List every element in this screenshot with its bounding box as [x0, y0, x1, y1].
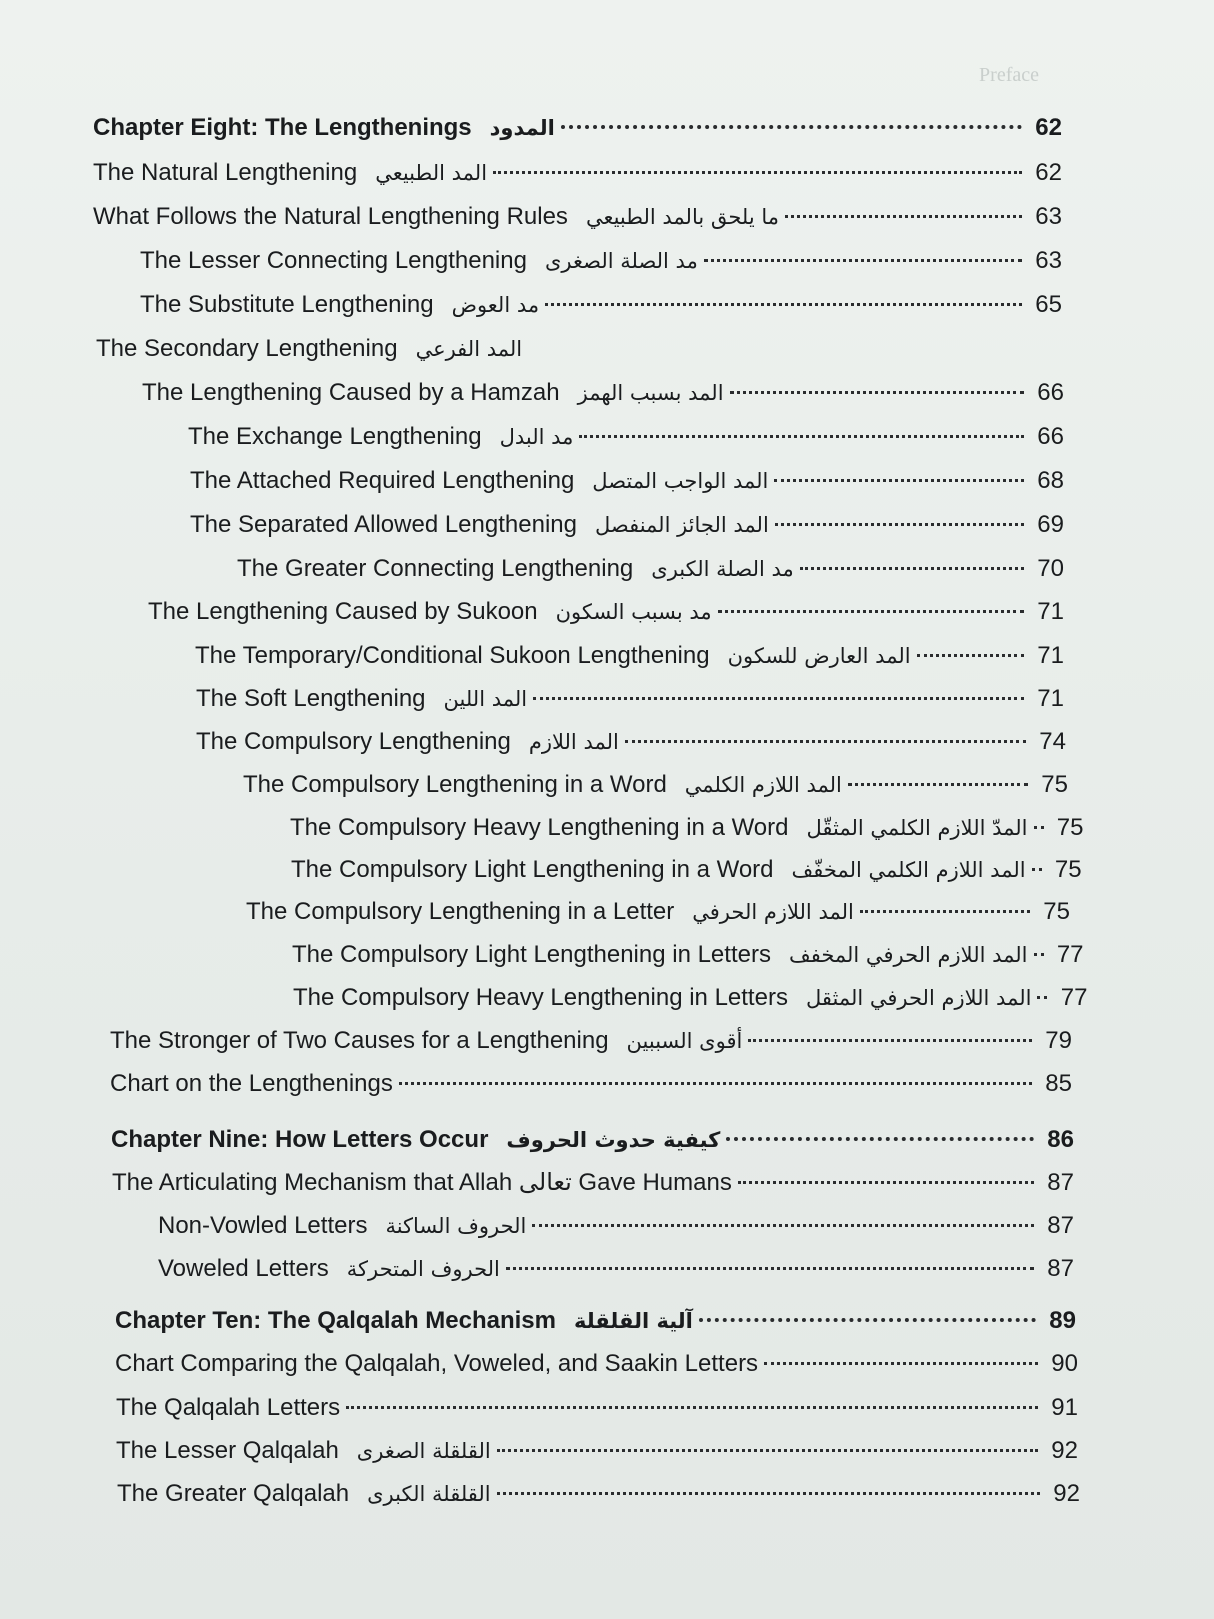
entry-title: The Compulsory Light Lengthening in Letters	[292, 941, 771, 968]
page-number: 85	[1045, 1070, 1072, 1097]
entry-title: Voweled Letters	[158, 1255, 329, 1282]
dot-leader	[533, 697, 1024, 700]
toc-chapter-entry	[93, 112, 1062, 144]
toc-entry	[96, 333, 560, 365]
entry-arabic-title: القلقلة الكبرى	[367, 1482, 491, 1506]
page-number: 62	[1035, 159, 1062, 186]
toc-entry	[140, 245, 1062, 277]
page-number: 71	[1037, 642, 1064, 669]
dot-leader	[579, 435, 1024, 438]
toc-chapter-entry	[111, 1124, 1074, 1156]
entry-title: The Stronger of Two Causes for a Lengthening	[110, 1027, 609, 1054]
toc-entry	[196, 726, 1066, 758]
entry-title: The Temporary/Conditional Sukoon Lengthening	[195, 642, 710, 669]
entry-arabic-title: مد الصلة الصغرى	[544, 249, 698, 273]
toc-entry	[116, 1435, 1078, 1467]
entry-arabic-title: المدود	[489, 116, 555, 140]
entry-arabic-title: المدّ اللازم الكلمي المثقّل	[806, 816, 1028, 840]
toc-entry	[158, 1253, 1074, 1285]
page-number: 71	[1037, 598, 1064, 625]
dot-leader	[730, 391, 1024, 394]
dot-leader	[785, 215, 1022, 218]
entry-arabic-title: القلقلة الصغرى	[356, 1439, 491, 1463]
page-number: 79	[1045, 1027, 1072, 1054]
toc-entry	[243, 769, 1068, 801]
entry-title: Chapter Nine: How Letters Occur	[111, 1126, 489, 1153]
page-number: 69	[1037, 511, 1064, 538]
dot-leader	[917, 654, 1024, 657]
dot-leader	[506, 1267, 1034, 1270]
entry-title: The Separated Allowed Lengthening	[190, 511, 577, 538]
entry-arabic-title: المد اللين	[443, 687, 528, 711]
toc-entry	[110, 1025, 1072, 1057]
dot-leader	[493, 171, 1022, 174]
dot-leader	[561, 125, 1022, 129]
entry-arabic-title: المد اللازم الحرفي	[692, 900, 854, 924]
page-number: 77	[1056, 941, 1084, 968]
toc-entry	[140, 289, 1062, 321]
entry-title: The Soft Lengthening	[196, 685, 426, 712]
entry-title: The Compulsory Lengthening in a Letter	[246, 898, 675, 925]
dot-leader	[800, 567, 1024, 570]
dot-leader	[1037, 996, 1047, 999]
entry-arabic-title: المد الطبيعي	[375, 161, 488, 185]
dot-leader	[532, 1224, 1034, 1227]
entry-arabic-title: مد الصلة الكبرى	[651, 557, 794, 581]
dot-leader	[1034, 826, 1044, 829]
page-number: 87	[1047, 1255, 1074, 1282]
toc-entry	[93, 157, 1062, 189]
dot-leader	[497, 1449, 1038, 1452]
dot-leader	[625, 740, 1026, 743]
toc-entry	[190, 465, 1064, 497]
page-number: 71	[1037, 685, 1064, 712]
entry-arabic-title: مد بسبب السكون	[555, 600, 712, 624]
entry-title: What Follows the Natural Lengthening Rules	[93, 203, 568, 230]
toc-entry	[292, 939, 1084, 971]
dot-leader	[726, 1137, 1034, 1141]
page-number: 92	[1051, 1437, 1078, 1464]
entry-arabic-title: مد العوض	[451, 293, 540, 317]
dot-leader	[748, 1039, 1032, 1042]
page-number: 92	[1053, 1480, 1080, 1507]
entry-arabic-title: المد بسبب الهمز	[577, 381, 724, 405]
entry-title: The Greater Qalqalah	[117, 1480, 350, 1507]
toc-entry	[115, 1348, 1078, 1380]
entry-title: The Compulsory Heavy Lengthening in Letters	[293, 984, 788, 1011]
dot-leader	[738, 1181, 1034, 1184]
page-number: 91	[1051, 1394, 1078, 1421]
toc-entry	[195, 640, 1064, 672]
entry-title: Chapter Ten: The Qalqalah Mechanism	[115, 1307, 556, 1334]
page-number: 74	[1039, 728, 1066, 755]
entry-arabic-title: المد اللازم الحرفي المثقل	[805, 986, 1032, 1010]
entry-title: Chapter Eight: The Lengthenings	[93, 114, 472, 141]
entry-title: Chart Comparing the Qalqalah, Voweled, and Saakin Letters	[115, 1350, 759, 1377]
page-number: 75	[1043, 898, 1070, 925]
entry-title: The Lesser Qalqalah	[116, 1437, 339, 1464]
toc-entry	[158, 1210, 1074, 1242]
dot-leader	[1034, 953, 1044, 956]
page-number: 86	[1047, 1126, 1074, 1153]
entry-title: Chart on the Lengthenings	[110, 1070, 393, 1097]
entry-title: The Greater Connecting Lengthening	[237, 555, 634, 582]
dot-leader	[860, 910, 1030, 913]
page-number: 70	[1037, 555, 1064, 582]
dot-leader	[545, 303, 1022, 306]
toc-entry	[246, 896, 1070, 928]
dot-leader	[699, 1318, 1036, 1322]
entry-arabic-title: المد العارض للسكون	[727, 644, 911, 668]
page-number: 77	[1060, 984, 1088, 1011]
entry-title: The Natural Lengthening	[93, 159, 358, 186]
entry-title: The Lengthening Caused by Sukoon	[148, 598, 538, 625]
page-number: 89	[1049, 1307, 1076, 1334]
entry-title: The Lengthening Caused by a Hamzah	[142, 379, 560, 406]
entry-arabic-title: المد اللازم	[528, 730, 619, 754]
entry-arabic-title: المد اللازم الحرفي المخفف	[788, 943, 1028, 967]
entry-title: The Lesser Connecting Lengthening	[140, 247, 527, 274]
toc-entry	[142, 377, 1064, 409]
toc-entry	[110, 1068, 1072, 1100]
page-number: 75	[1054, 856, 1082, 883]
dot-leader	[774, 479, 1024, 482]
toc-entry	[290, 812, 1084, 844]
toc-chapter-entry	[115, 1305, 1076, 1337]
entry-arabic-title: أقوى السببين	[626, 1029, 743, 1053]
toc-entry	[293, 982, 1088, 1014]
dot-leader	[1032, 868, 1042, 871]
entry-arabic-title: الحروف الساكنة	[385, 1214, 527, 1238]
entry-arabic-title: آلية القلقلة	[573, 1309, 693, 1333]
entry-arabic-title: المد اللازم الكلمي	[684, 773, 842, 797]
entry-title: The Attached Required Lengthening	[190, 467, 575, 494]
toc-entry	[190, 509, 1064, 541]
toc-entry	[196, 683, 1064, 715]
entry-title: The Qalqalah Letters	[116, 1394, 341, 1421]
page-number: 63	[1035, 247, 1062, 274]
entry-title: The Substitute Lengthening	[140, 291, 434, 318]
entry-arabic-title: المد الواجب المتصل	[592, 469, 769, 493]
page-number: 68	[1037, 467, 1064, 494]
dot-leader	[497, 1492, 1040, 1495]
toc-entry	[148, 596, 1064, 628]
entry-title: The Compulsory Light Lengthening in a Word	[291, 856, 774, 883]
entry-title: The Compulsory Lengthening	[196, 728, 511, 755]
entry-title: Non-Vowled Letters	[158, 1212, 368, 1239]
entry-title: The Compulsory Lengthening in a Word	[243, 771, 667, 798]
entry-title: The Exchange Lengthening	[188, 423, 482, 450]
page-number: 87	[1047, 1212, 1074, 1239]
entry-title: The Articulating Mechanism that Allah تعالى Gave Humans	[112, 1169, 732, 1196]
toc-entry	[93, 201, 1062, 233]
dot-leader	[399, 1082, 1032, 1085]
entry-arabic-title: كيفية حدوث الحروف	[506, 1128, 721, 1152]
page-number: 63	[1035, 203, 1062, 230]
toc-entry	[291, 854, 1082, 886]
page-number: 87	[1047, 1169, 1074, 1196]
bleed-through-header: Preface	[979, 64, 1039, 86]
toc-entry	[237, 553, 1064, 585]
entry-title: The Compulsory Heavy Lengthening in a Word	[290, 814, 789, 841]
toc-entry	[188, 421, 1064, 453]
page-number: 62	[1035, 114, 1062, 141]
entry-arabic-title: الحروف المتحركة	[346, 1257, 500, 1281]
dot-leader	[718, 610, 1024, 613]
dot-leader	[704, 259, 1022, 262]
dot-leader	[848, 783, 1028, 786]
entry-arabic-title: مد البدل	[499, 425, 574, 449]
dot-leader	[346, 1406, 1038, 1409]
page-number: 75	[1041, 771, 1068, 798]
toc-entry	[112, 1167, 1074, 1199]
entry-title: The Secondary Lengthening	[96, 335, 398, 362]
toc-entry	[116, 1392, 1078, 1424]
page-number: 66	[1037, 379, 1064, 406]
page-number: 90	[1051, 1350, 1078, 1377]
entry-arabic-title: ما يلحق بالمد الطبيعي	[585, 205, 780, 229]
page-number: 75	[1056, 814, 1084, 841]
dot-leader	[775, 523, 1024, 526]
page-number: 66	[1037, 423, 1064, 450]
entry-arabic-title: المد اللازم الكلمي المخفّف	[791, 858, 1026, 882]
entry-arabic-title: المد الفرعي	[415, 337, 523, 361]
page-number: 65	[1035, 291, 1062, 318]
dot-leader	[764, 1362, 1038, 1365]
entry-arabic-title: المد الجائز المنفصل	[594, 513, 769, 537]
toc-entry	[117, 1478, 1080, 1510]
